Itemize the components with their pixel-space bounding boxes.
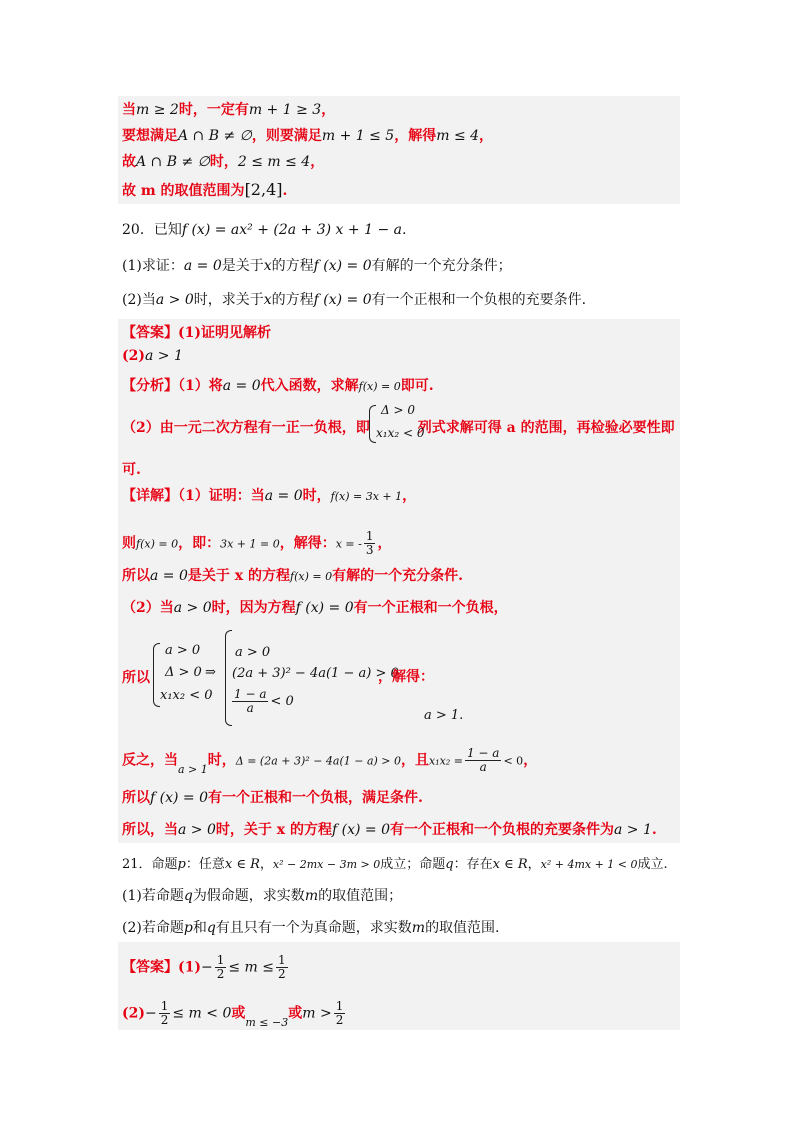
- analysis-sys-1: Δ > 0: [381, 403, 415, 417]
- a20-detail-2: 则f(x) = 0，即：3x + 1 = 0，解得：x = - $\frac{1}{3}$ ，: [122, 529, 392, 557]
- a20-detail-1: 【详解】（1）证明：当a = 0时，f(x) = 3x + 1，: [122, 488, 417, 504]
- top-line-1: 当m ≥ 2时，一定有m + 1 ≥ 3，: [122, 102, 336, 118]
- sys-right-2: (2a + 3)² − 4a(1 − a) > 0: [232, 666, 399, 681]
- top-line-4: 故 m 的取值范围为[2,4].: [122, 180, 288, 199]
- a20-analysis-3: 可.: [122, 462, 141, 478]
- a21-answer-1: 【答案】(1)− $\frac{1}{2}$ ≤ m ≤ $\frac{1}{2}$: [122, 953, 286, 981]
- q21-part1: (1)若命题q为假命题，求实数m的取值范围；: [122, 888, 403, 904]
- q20-part2: (2)当a > 0时，求关于x的方程f (x) = 0有一个正根和一个负根的充要条件.: [122, 292, 587, 308]
- sys-left-2: Δ > 0: [165, 665, 202, 680]
- a21-answer-2: (2)− $\frac{1}{2}$ ≤ m < 0或$_{m \le -3}$或m > $\frac{1}{2}$: [122, 999, 344, 1029]
- q21-part2: (2)若命题p和q有且只有一个为真命题，求实数m的取值范围.: [122, 920, 500, 936]
- q20-part1: (1)求证：a = 0是关于x的方程f (x) = 0有解的一个充分条件；: [122, 258, 512, 274]
- a20-analysis-2: （2）由一元二次方程有一正一负根，即 列式求解可得 a 的范围，再检验必要性即: [122, 420, 675, 436]
- a20-so-1: 所以f (x) = 0有一个正根和一个负根，满足条件.: [122, 790, 423, 806]
- top-line-3: 故A ∩ B ≠ ∅时，2 ≤ m ≤ 4，: [122, 154, 325, 170]
- sys-label: 所以: [122, 670, 150, 686]
- sys-left-1: a > 0: [165, 643, 201, 658]
- sys-result: a > 1.: [424, 708, 464, 723]
- a20-converse: 反之，当$_{a > 1}$时，Δ = (2a + 3)² − 4a(1 − a) > 0，且x₁x₂ = $\frac{1 - a}{a}$ < 0，: [122, 746, 538, 776]
- a20-detail-3: 所以a = 0是关于 x 的方程f(x) = 0有解的一个充分条件.: [122, 568, 463, 584]
- a20-analysis-1: 【分析】（1）将a = 0代入函数，求解f(x) = 0即可.: [122, 378, 434, 394]
- implies-arrow: ⇒: [205, 665, 216, 680]
- sys-left-3: x₁x₂ < 0: [160, 688, 213, 703]
- sys-solve-label: ，解得：: [378, 669, 434, 685]
- a20-answer-2: (2)a > 1: [122, 348, 183, 364]
- q21-stem: 21．命题p：任意x ∈ R，x² − 2mx − 3m > 0成立；命题q：存在x ∈ R，x² + 4mx + 1 < 0成立.: [122, 857, 668, 872]
- a20-so-2: 所以，当a > 0时，关于 x 的方程f (x) = 0有一个正根和一个负根的充要条件为a > 1.: [122, 822, 657, 838]
- a20-answer-1: 【答案】(1)证明见解析: [122, 325, 271, 341]
- sys-right-3: $\frac{1 - a}{a}$ < 0: [234, 687, 294, 715]
- a20-detail-4: （2）当a > 0时，因为方程f (x) = 0有一个正根和一个负根，: [122, 600, 508, 616]
- analysis-sys-2: x₁x₂ < 0: [376, 426, 425, 440]
- top-line-2: 要想满足A ∩ B ≠ ∅，则要满足m + 1 ≤ 5，解得m ≤ 4，: [122, 128, 494, 144]
- q20-stem: 20．已知f (x) = ax² + (2a + 3) x + 1 − a.: [122, 222, 407, 238]
- brace-analysis: [369, 405, 376, 443]
- sys-right-1: a > 0: [235, 645, 271, 660]
- brace-left-sys: [153, 643, 160, 707]
